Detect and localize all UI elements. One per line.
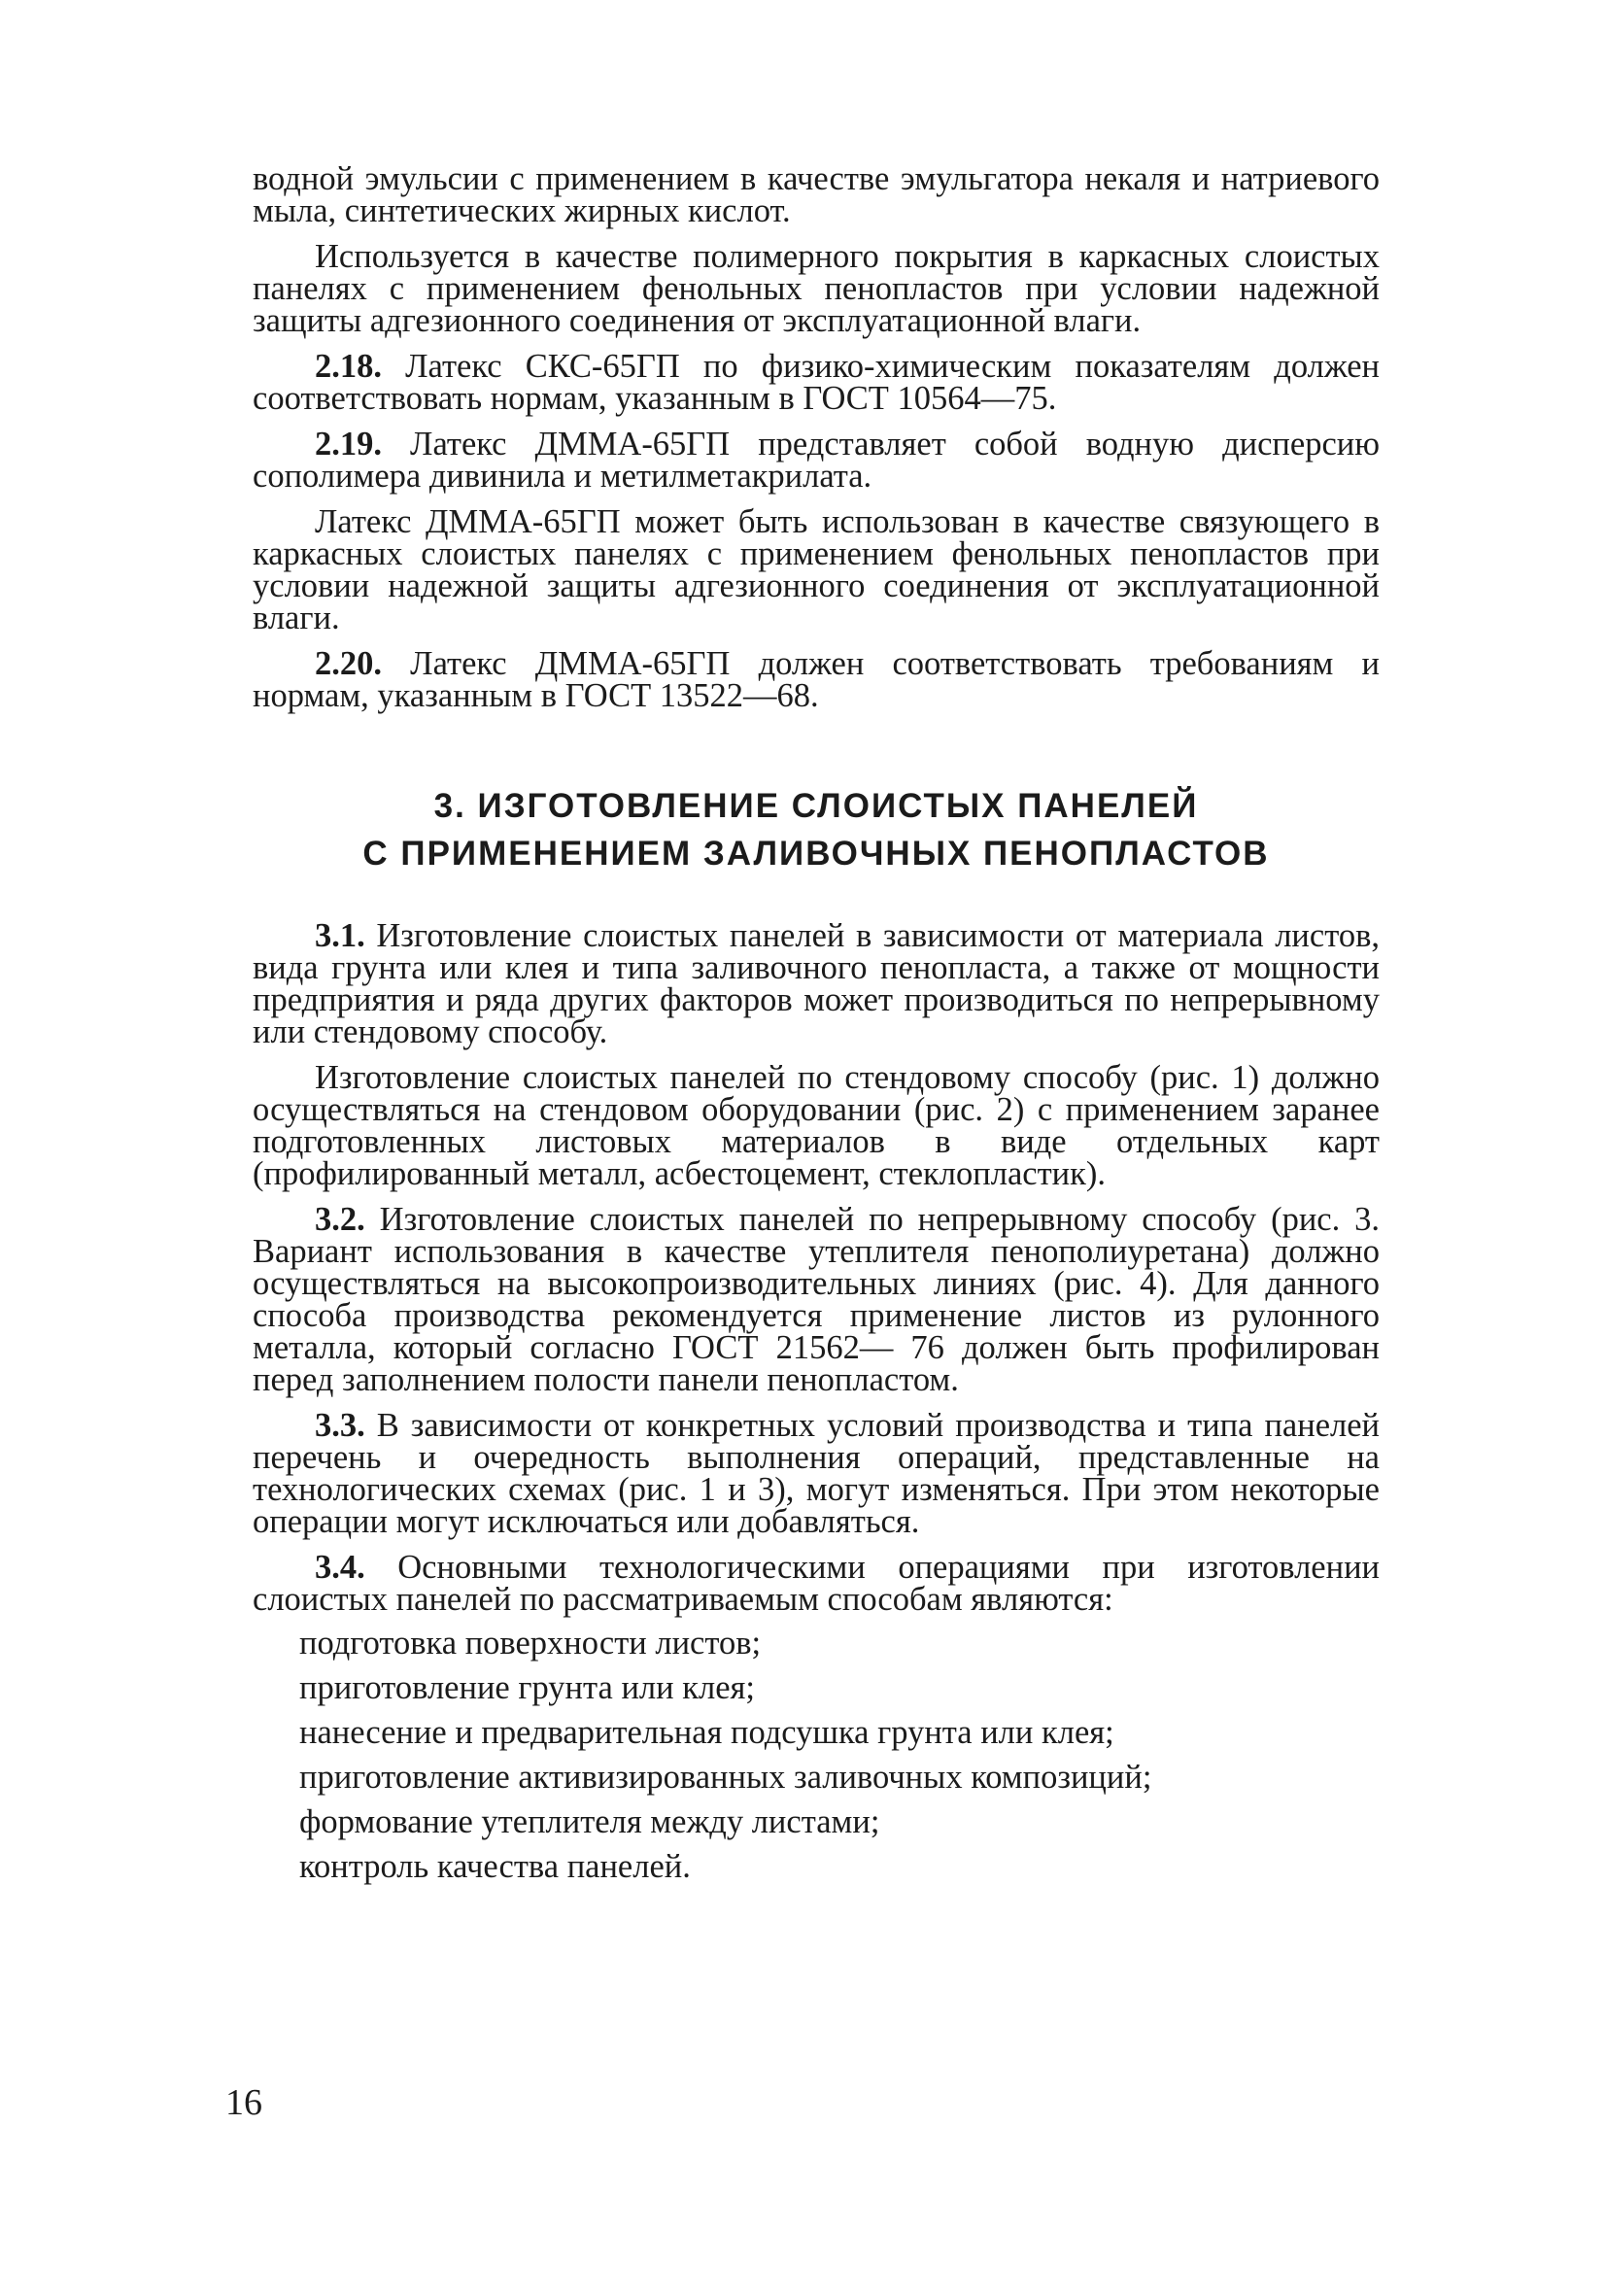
clause-number: 2.18. — [315, 348, 382, 385]
paragraph-3-2 — [253, 1201, 1381, 1398]
clause-number: 3.2. — [315, 1201, 365, 1238]
clause-number: 3.3. — [315, 1407, 365, 1444]
paragraph-stand-method — [253, 1059, 1380, 1192]
paragraph-intro-continuation — [253, 160, 1380, 229]
section-paragraphs — [253, 917, 1381, 1618]
clause-number: 2.19. — [315, 426, 382, 463]
list-item: формование утеплителя между листами; — [299, 1803, 880, 1840]
paragraph-text: Основными технологическими операциями при изготовлении слоистых панелей по рассматриваемым способам являются: — [253, 1549, 1381, 1618]
clause-number: 3.4. — [315, 1549, 365, 1586]
paragraph-text: Латекс ДММА-65ГП должен соответствовать требованиям и нормам, указанным в ГОСТ 13522—68. — [253, 645, 1380, 714]
paragraph-usage — [253, 238, 1380, 339]
paragraph-text: Изготовление слоистых панелей по непрерывному способу (рис. 3. Вариант использования в качестве утеплителя пенополиуретана) должно осуществляться на высокопроизводительных линиях (рис. 4). Для данного способа производства рекомендуется применение листов из рулонного металла, который согласно ГОСТ 21562— 76 должен быть профилирован перед заполнением полости панели пенопластом. — [253, 1201, 1381, 1398]
operations-list — [253, 1624, 1380, 1886]
page-number: 16 — [225, 2082, 262, 2123]
list-item: приготовление активизированных заливочных композиций; — [299, 1759, 1152, 1796]
paragraph-2-18 — [253, 348, 1380, 417]
paragraph-text: Изготовление слоистых панелей в зависимости от материала листов, вида грунта или клея и типа заливочного пенопласта, а также от мощности предприятия и ряда других факторов может производиться по непрерывному или стендовому способу. — [253, 917, 1380, 1050]
paragraph-3-1 — [253, 917, 1380, 1050]
paragraph-text: В зависимости от конкретных условий производства и типа панелей перечень и очередность выполнения операций, представленные на технологических схемах (рис. 1 и 3), могут изменяться. При этом некоторые операции могут исключаться или добавляться. — [253, 1407, 1381, 1540]
paragraph-text: Латекс ДММА-65ГП представляет собой водную дисперсию сополимера дивинила и метилметакрилата. — [253, 426, 1380, 495]
list-item: нанесение и предварительная подсушка грунта или клея; — [299, 1714, 1114, 1751]
paragraph-3-3 — [253, 1407, 1381, 1540]
page-body — [253, 160, 1381, 1892]
list-item: подготовка поверхности листов; — [299, 1625, 762, 1662]
clause-number: 3.1. — [315, 917, 365, 954]
section-heading-line-1: 3. ИЗГОТОВЛЕНИЕ СЛОИСТЫХ ПАНЕЛЕЙ — [433, 787, 1199, 825]
paragraph-text: Используется в качестве полимерного покрытия в каркасных слоистых панелях с применением фенольных пенопластов при условии надежной защиты адгезионного соединения от эксплуатационной влаги. — [253, 238, 1380, 339]
list-item: контроль качества панелей. — [299, 1848, 691, 1885]
intro-paragraphs — [253, 160, 1380, 714]
paragraph-2-20 — [253, 645, 1380, 714]
clause-number: 2.20. — [315, 645, 382, 682]
paragraph-dmma-usage — [253, 503, 1380, 636]
paragraph-text: Латекс СКС-65ГП по физико-химическим показателям должен соответствовать нормам, указанным в ГОСТ 10564—75. — [253, 348, 1380, 417]
list-item: приготовление грунта или клея; — [299, 1669, 755, 1706]
paragraph-text: водной эмульсии с применением в качестве эмульгатора некаля и натриевого мыла, синтетических жирных кислот. — [253, 160, 1380, 229]
section-heading — [253, 782, 1380, 877]
paragraph-2-19 — [253, 428, 1380, 493]
paragraph-text: Изготовление слоистых панелей по стендовому способу (рис. 1) должно осуществляться на стендовом оборудовании (рис. 2) с применением заранее подготовленных листовых материалов в виде отдельных карт (профилированный металл, асбестоцемент, стеклопластик). — [253, 1059, 1380, 1192]
paragraph-text: Латекс ДММА-65ГП может быть использован в качестве связующего в каркасных слоистых панелях с применением фенольных пенопластов при условии надежной защиты адгезионного соединения от эксплуатационной влаги. — [253, 503, 1380, 636]
section-heading-line-2: С ПРИМЕНЕНИЕМ ЗАЛИВОЧНЫХ ПЕНОПЛАСТОВ — [362, 835, 1270, 873]
paragraph-3-4 — [253, 1549, 1381, 1618]
